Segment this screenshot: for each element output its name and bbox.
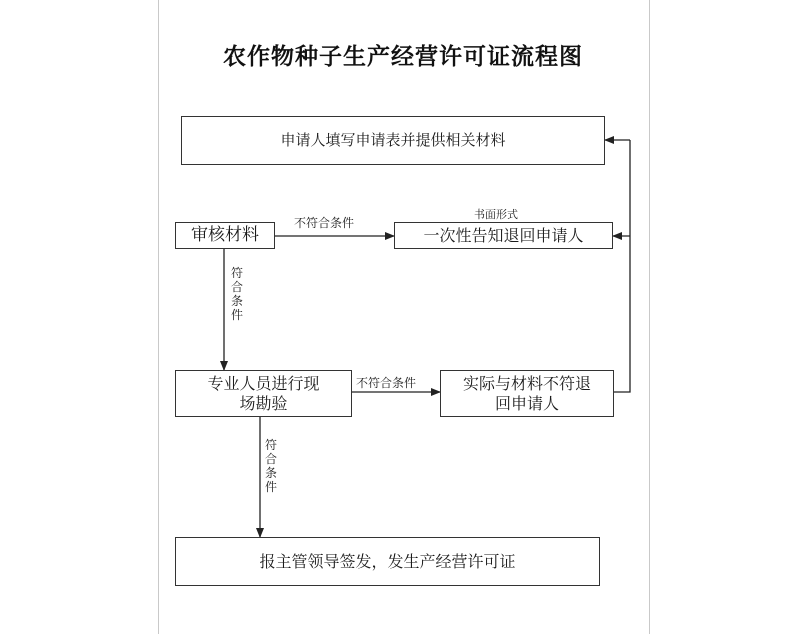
inspect-label: 专业人员进行现场勘验 <box>207 373 320 413</box>
edge-label-review-to-inspect: 符合条件 <box>230 266 243 322</box>
apply-box <box>181 116 605 165</box>
issue-box <box>175 537 600 586</box>
edge-label-inspect-to-issue: 符合条件 <box>264 438 277 494</box>
apply-label: 申请人填写申请表并提供相关材料 <box>280 131 506 150</box>
edge-label-notify-note: 书面形式 <box>474 208 518 221</box>
review-label: 审核材料 <box>191 224 259 245</box>
page-title: 农作物种子生产经营许可证流程图 <box>223 43 583 70</box>
issue-label: 报主管领导签发，发生产经营许可证 <box>259 551 516 571</box>
edge-label-inspect-to-mismatch: 不符合条件 <box>356 376 417 390</box>
edge-label-review-to-notify: 不符合条件 <box>294 216 355 230</box>
review-box <box>175 222 275 249</box>
mismatch-box <box>440 370 614 417</box>
inspect-box <box>175 370 352 417</box>
notify-label: 一次性告知退回申请人 <box>423 225 584 245</box>
line-mismatch-to-bus <box>614 140 630 392</box>
mismatch-label: 实际与材料不符退回申请人 <box>462 373 591 413</box>
notify-box <box>394 222 613 249</box>
